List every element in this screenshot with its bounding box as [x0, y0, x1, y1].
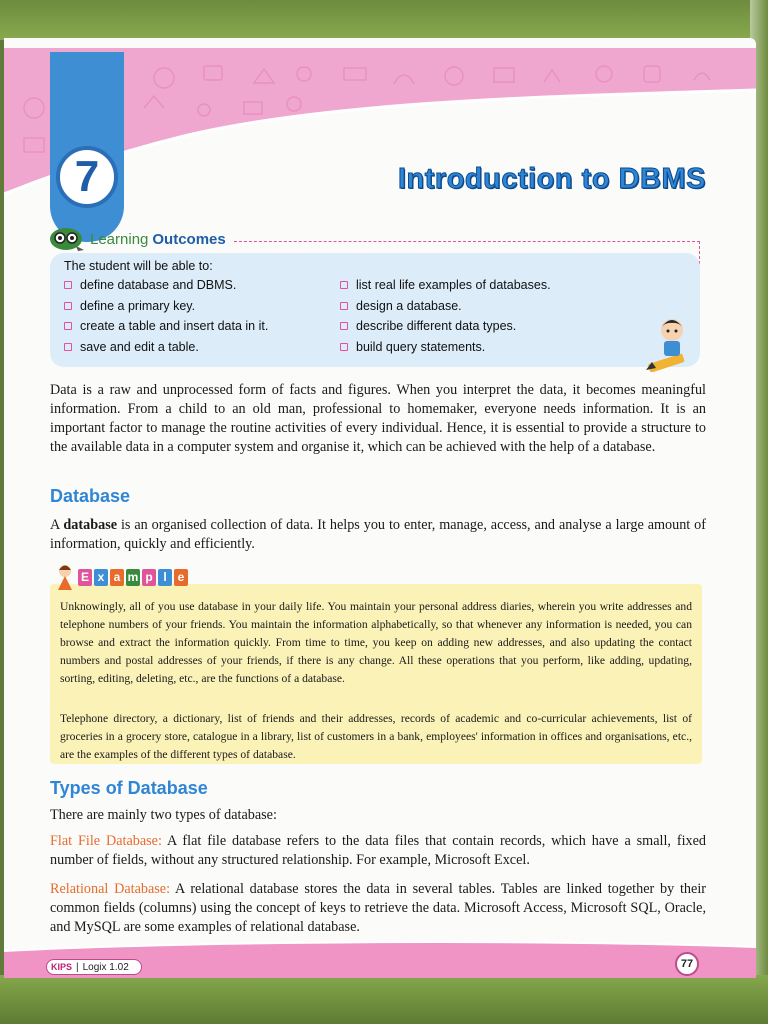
example-paragraph-2: Telephone directory, a dictionary, list of friends and their addresses, records of academic and co-curricular achievements, list of groceries in a grocery store, catalogue in a library, list of customers in a bank, employees' information in offices and organisations, etc., are the examples of the different types of database.: [60, 712, 692, 761]
girl-mascot-icon: [54, 564, 76, 590]
list-item-label: describe different data types.: [356, 319, 517, 334]
list-item: [340, 316, 551, 337]
definition-text-start: A: [50, 517, 64, 533]
flat-file-text: A flat file database refers to the data files that contain records, which have a small, fixed number of fields, without any structured relationship. For example, Microsoft Excel.: [50, 833, 706, 868]
types-heading: Types of Database: [50, 778, 208, 798]
example-letter-tile: l: [158, 569, 172, 586]
example-label: [54, 564, 188, 590]
checkbox-bullet-icon: [340, 343, 348, 351]
learning-outcomes-title-part2: Outcomes: [152, 230, 226, 248]
example-letter-tile: m: [127, 570, 139, 584]
checkbox-bullet-icon: [340, 281, 348, 289]
checkbox-bullet-icon: [64, 343, 72, 351]
example-letter-tile: e: [174, 569, 188, 586]
checkbox-bullet-icon: [64, 302, 72, 310]
list-item-label: design a database.: [356, 298, 462, 313]
owl-glasses-icon: [48, 226, 86, 252]
intro-paragraph: Data is a raw and unprocessed form of facts and figures. When you interpret the data, it becomes meaningful information. From a child to an old man, professional to homemaker, everyone needs information. It is an important factor to manage the routine activities of every individual. Hence, it is essential to provide a structure to the available data in a computer system and organise it, which can be achieved with the help of a database.: [50, 382, 706, 455]
photo-background-bottom: [0, 975, 768, 1024]
example-paragraph-1: Unknowingly, all of you use database in your daily life. You maintain your personal address diaries, wherein you write addresses and telephone numbers of your friends. You maintain the information alphabetically, so that whenever any information is needed, you can browse and extract the information quickly. From time to time, you keep on adding new addresses, and also updating the contact numbers and postal addresses of your friends, if there is any change. All these operations that you perform, like adding, updating, sorting, editing, deleting, etc., are the functions of a database.: [60, 600, 692, 685]
chapter-number: 7: [56, 146, 118, 208]
kid-on-pencil-illustration: [644, 314, 692, 372]
list-item-label: build query statements.: [356, 339, 486, 354]
list-item: [340, 275, 551, 296]
list-item: [340, 296, 551, 317]
book-title: Logix 1.02: [82, 961, 129, 973]
checkbox-bullet-icon: [340, 322, 348, 330]
relational-text: A relational database stores the data in several tables. Tables are linked together by their common fields (columns) using the concept of keys to retrieve the data. Microsoft Access, Microsoft SQL, Oracle, and MySQL are some examples of relational database.: [50, 881, 706, 935]
example-letter-tile: E: [78, 569, 92, 586]
list-item: [64, 275, 268, 296]
database-definition: [50, 516, 706, 554]
list-item: [64, 296, 268, 317]
list-item-label: define database and DBMS.: [80, 278, 237, 293]
learning-outcomes-right-list: [340, 275, 551, 357]
kips-logo: KIPS: [51, 962, 73, 972]
list-item: [340, 337, 551, 358]
checkbox-bullet-icon: [64, 281, 72, 289]
example-letter-tile: p: [142, 569, 156, 586]
list-item: [64, 316, 268, 337]
list-item-label: save and edit a table.: [80, 339, 199, 354]
types-intro: There are mainly two types of database:: [50, 807, 277, 823]
photo-background-top: [0, 0, 768, 40]
dashed-divider: [234, 241, 700, 242]
flat-file-term: Flat File Database:: [50, 833, 162, 849]
footer-separator: |: [76, 961, 79, 973]
relational-term: Relational Database:: [50, 881, 171, 897]
example-letter-tile: a: [110, 569, 124, 586]
footer-book-label: [46, 959, 142, 975]
page-number: 77: [675, 952, 699, 976]
example-letter-tile: x: [94, 569, 108, 586]
book-page: [4, 38, 756, 978]
flat-file-paragraph: [50, 832, 706, 870]
list-item-label: define a primary key.: [80, 298, 196, 313]
checkbox-bullet-icon: [340, 302, 348, 310]
relational-paragraph: [50, 880, 706, 937]
learning-outcomes-title-part1: Learning: [90, 230, 149, 248]
database-term: database: [63, 517, 118, 533]
list-item: [64, 337, 268, 358]
list-item-label: create a table and insert data in it.: [80, 319, 269, 334]
database-heading: Database: [50, 486, 131, 506]
definition-text-end: is an organised collection of data. It helps you to enter, manage, access, and analyse a large amount of information, quickly and efficiently.: [50, 517, 706, 552]
checkbox-bullet-icon: [64, 322, 72, 330]
learning-outcomes-intro: The student will be able to:: [64, 259, 213, 273]
example-letter-tiles: [78, 569, 188, 586]
learning-outcomes-left-list: [64, 275, 268, 357]
chapter-title: Introduction to DBMS: [397, 163, 706, 195]
list-item-label: list real life examples of databases.: [356, 278, 551, 293]
learning-outcomes-heading: [48, 225, 226, 253]
